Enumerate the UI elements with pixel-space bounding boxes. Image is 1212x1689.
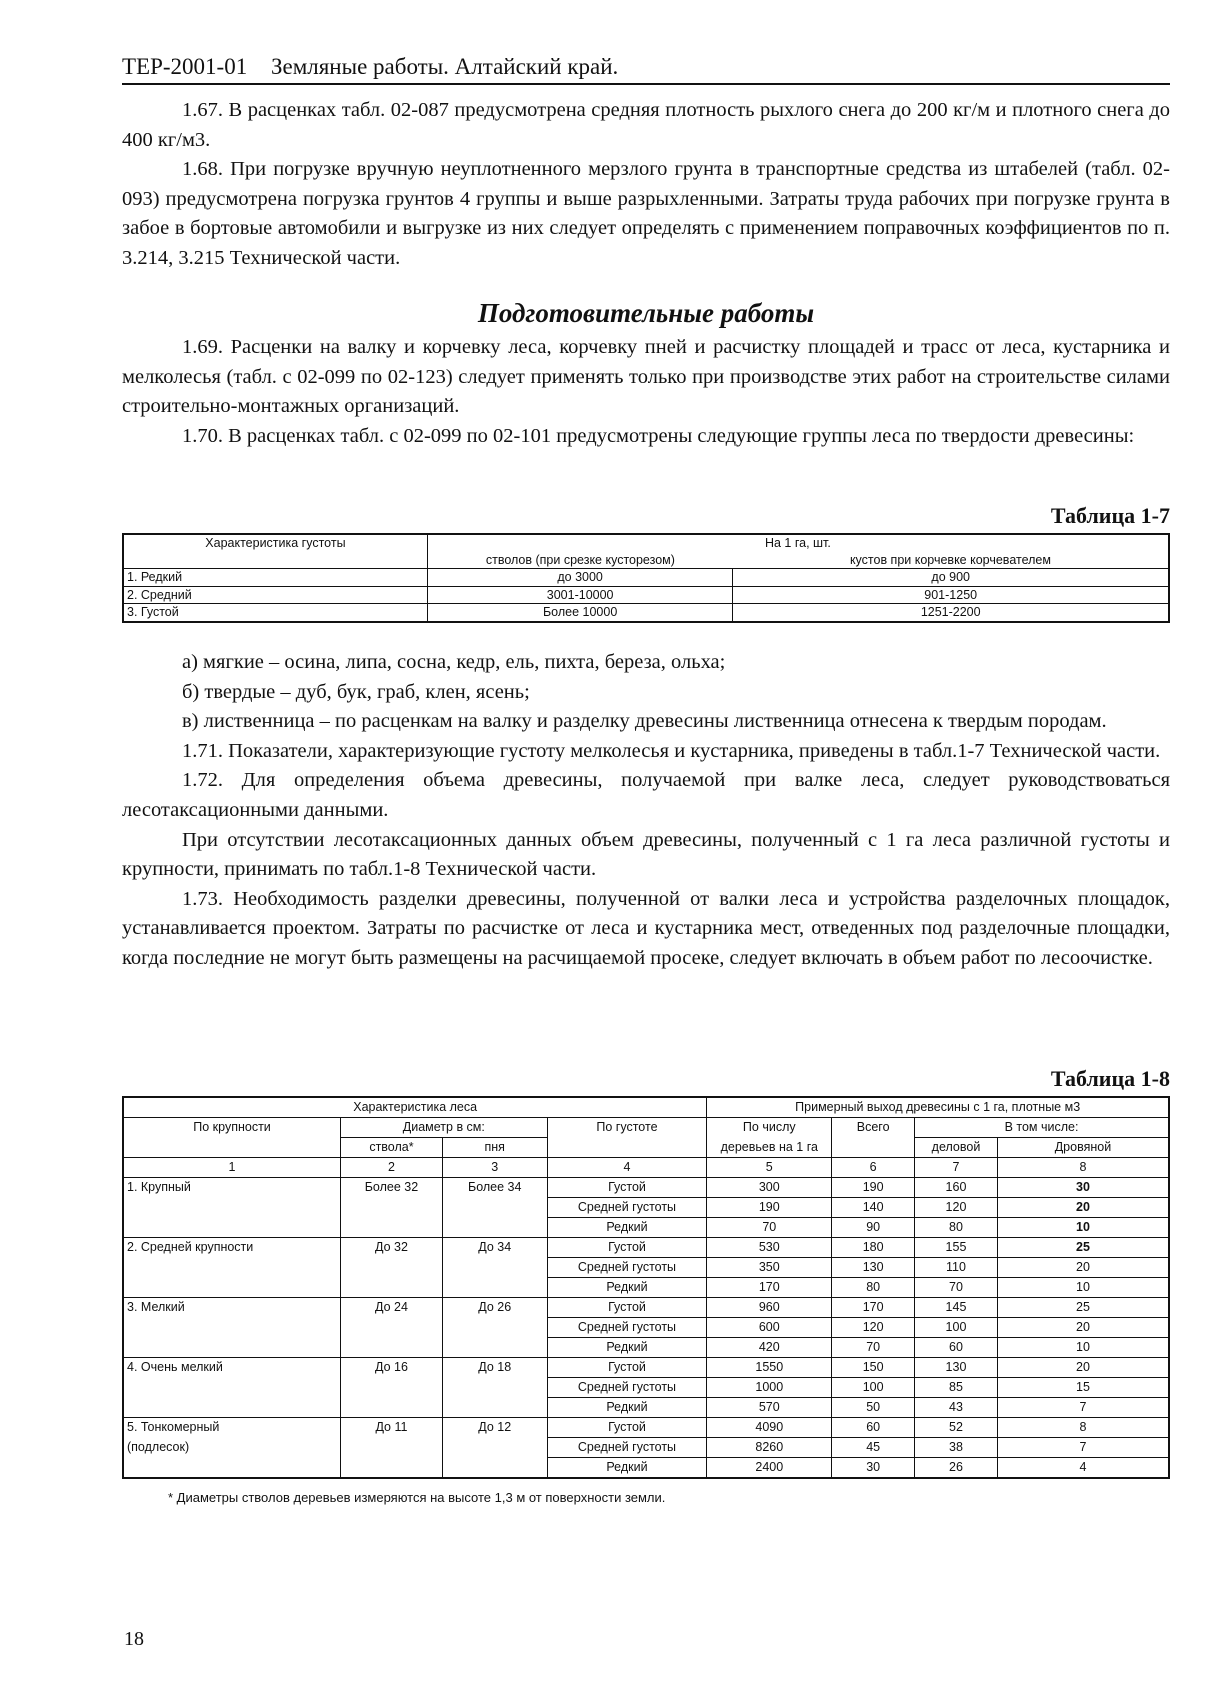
t8-cell-forest-size: 4. Очень мелкий xyxy=(123,1358,341,1378)
t8-cell-tree-count: 530 xyxy=(707,1238,832,1258)
t8-cell-trunk-diameter: Более 32 xyxy=(341,1178,443,1238)
t7-head-col2: кустов при корчевке корчевателем xyxy=(733,552,1169,569)
t8-head-trunk: ствола* xyxy=(341,1138,443,1158)
t8-cell-firewood-volume: 7 xyxy=(997,1438,1169,1458)
t8-cell-firewood-volume: 20 xyxy=(997,1318,1169,1338)
t8-cell-firewood-volume: 25 xyxy=(997,1298,1169,1318)
t7-cell: Более 10000 xyxy=(427,604,733,622)
t8-cell-total-volume: 120 xyxy=(832,1318,915,1338)
text-block-mid xyxy=(122,333,1170,451)
t8-cell-forest-size-note xyxy=(123,1318,341,1358)
t8-head-size: По крупности xyxy=(123,1118,341,1158)
t7-cell: 3. Густой xyxy=(123,604,427,622)
t8-cell-business-volume: 26 xyxy=(915,1458,998,1479)
t8-cell-density: Редкий xyxy=(547,1398,707,1418)
paragraph-1-71: 1.71. Показатели, характеризующие густоту мелколесья и кустарника, приведены в табл.1-7 Технической части. xyxy=(182,739,1161,762)
t8-cell-density: Средней густоты xyxy=(547,1378,707,1398)
t8-cell-density: Редкий xyxy=(547,1458,707,1479)
t8-cell-tree-count: 960 xyxy=(707,1298,832,1318)
t8-cell-tree-count: 420 xyxy=(707,1338,832,1358)
t8-cell-business-volume: 38 xyxy=(915,1438,998,1458)
t8-cell-total-volume: 30 xyxy=(832,1458,915,1479)
t8-cell-forest-size: 5. Тонкомерный xyxy=(123,1418,341,1438)
paragraph-1-69: 1.69. Расценки на валку и корчевку леса, корчевку пней и расчистку площадей и трасс от леса, кустарника и мелколесья (табл. с 02-099 по 02-123) следует применять только при производстве этих работ на строительстве силами строительно-монтажных организаций. xyxy=(122,336,1170,418)
list-item-a: а) мягкие – осина, липа, сосна, кедр, ель, пихта, береза, ольха; xyxy=(182,651,726,673)
t8-cell-business-volume: 85 xyxy=(915,1378,998,1398)
table-row xyxy=(123,1358,1169,1378)
table-row xyxy=(123,1198,1169,1218)
paragraph-1-72: 1.72. Для определения объема древесины, получаемой при валке леса, следует руководствоваться лесотаксационными данными. xyxy=(122,769,1170,821)
t8-cell-forest-size: 2. Средней крупности xyxy=(123,1238,341,1258)
t8-cell-stump-diameter: До 18 xyxy=(442,1358,547,1418)
t8-cell-business-volume: 60 xyxy=(915,1338,998,1358)
t8-cell-business-volume: 110 xyxy=(915,1258,998,1278)
t8-cell-total-volume: 150 xyxy=(832,1358,915,1378)
t8-head-including: В том числе: xyxy=(915,1118,1169,1138)
text-block-top xyxy=(122,96,1170,274)
t8-cell-total-volume: 70 xyxy=(832,1338,915,1358)
t8-cell-business-volume: 52 xyxy=(915,1418,998,1438)
header-code: ТЕР-2001-01 xyxy=(122,54,248,79)
footnote: * Диаметры стволов деревьев измеряются на высоте 1,3 м от поверхности земли. xyxy=(168,1490,666,1505)
t8-cell-density: Редкий xyxy=(547,1218,707,1238)
t7-cell: 2. Средний xyxy=(123,586,427,604)
t8-cell-density: Густой xyxy=(547,1358,707,1378)
table-row xyxy=(123,1438,1169,1458)
t7-cell: 1251-2200 xyxy=(733,604,1169,622)
t8-head-business: деловой xyxy=(915,1138,998,1158)
t7-cell: 1. Редкий xyxy=(123,569,427,587)
t8-cell-firewood-volume: 10 xyxy=(997,1338,1169,1358)
t8-cell-tree-count: 1550 xyxy=(707,1358,832,1378)
table-row xyxy=(123,604,1169,622)
t8-num: 8 xyxy=(997,1158,1169,1178)
t8-cell-total-volume: 140 xyxy=(832,1198,915,1218)
t8-cell-firewood-volume: 4 xyxy=(997,1458,1169,1479)
t8-head-count: По числу xyxy=(707,1118,832,1138)
t8-cell-business-volume: 155 xyxy=(915,1238,998,1258)
t8-cell-business-volume: 70 xyxy=(915,1278,998,1298)
t8-cell-forest-size: 3. Мелкий xyxy=(123,1298,341,1318)
t8-num: 4 xyxy=(547,1158,707,1178)
t8-head-firewood: Дровяной xyxy=(997,1138,1169,1158)
t8-head-stump: пня xyxy=(442,1138,547,1158)
t8-cell-tree-count: 600 xyxy=(707,1318,832,1338)
t8-cell-stump-diameter: До 26 xyxy=(442,1298,547,1358)
t8-cell-total-volume: 130 xyxy=(832,1258,915,1278)
t8-head-output: Примерный выход древесины с 1 га, плотные м3 xyxy=(707,1097,1169,1118)
t8-cell-density: Средней густоты xyxy=(547,1438,707,1458)
paragraph-no-data: При отсутствии лесотаксационных данных объем древесины, полученный с 1 га леса различной густоты и крупности, принимать по табл.1-8 Технической части. xyxy=(122,828,1170,881)
list-item-b: б) твердые – дуб, бук, граб, клен, ясень; xyxy=(182,680,530,703)
t8-cell-business-volume: 100 xyxy=(915,1318,998,1338)
paragraph-1-68: 1.68. При погрузке вручную неуплотненного мерзлого грунта в транспортные средства из штабелей (табл. 02-093) предусмотрена погрузка грунтов 4 группы и выше разрыхленными. Затраты труда рабочих при погрузке грунта в забое в бортовые автомобили и выгрузке из них следует определять с применением поправочных коэффициентов по п. 3.214, 3.215 Технической части. xyxy=(122,158,1170,269)
t8-cell-stump-diameter: До 34 xyxy=(442,1238,547,1298)
t8-cell-forest-size: 1. Крупный xyxy=(123,1178,341,1198)
section-title: Подготовительные работы xyxy=(477,298,815,328)
t8-head-total: Всего xyxy=(832,1118,915,1158)
t8-cell-firewood-volume: 10 xyxy=(997,1218,1169,1238)
header-title: Земляные работы. Алтайский край. xyxy=(270,54,619,79)
t8-cell-density: Редкий xyxy=(547,1338,707,1358)
t7-head-unit: На 1 га, шт. xyxy=(427,534,1169,552)
t8-cell-firewood-volume: 10 xyxy=(997,1278,1169,1298)
t8-cell-firewood-volume: 7 xyxy=(997,1398,1169,1418)
t8-cell-trunk-diameter: До 24 xyxy=(341,1298,443,1358)
page-number: 18 xyxy=(124,1628,144,1650)
text-block-bottom xyxy=(122,648,1170,974)
table-row xyxy=(123,1378,1169,1398)
table-row xyxy=(123,1258,1169,1278)
t8-cell-trunk-diameter: До 32 xyxy=(341,1238,443,1298)
t8-cell-total-volume: 190 xyxy=(832,1178,915,1198)
t7-cell: до 900 xyxy=(733,569,1169,587)
t8-cell-density: Густой xyxy=(547,1298,707,1318)
t8-num: 7 xyxy=(915,1158,998,1178)
t8-cell-tree-count: 1000 xyxy=(707,1378,832,1398)
table-row xyxy=(123,1298,1169,1318)
t8-cell-total-volume: 180 xyxy=(832,1238,915,1258)
t8-cell-stump-diameter: До 12 xyxy=(442,1418,547,1479)
t8-cell-density: Густой xyxy=(547,1418,707,1438)
table-1-8-caption: Таблица 1-8 xyxy=(1050,1066,1170,1091)
t8-cell-firewood-volume: 20 xyxy=(997,1358,1169,1378)
table-row xyxy=(123,1178,1169,1198)
t8-cell-forest-size-note xyxy=(123,1198,341,1238)
t7-cell: до 3000 xyxy=(427,569,733,587)
paragraph-1-67: 1.67. В расценках табл. 02-087 предусмотрена средняя плотность рыхлого снега до 200 кг/м и плотного снега до 400 кг/м3. xyxy=(122,99,1170,151)
list-item-v: в) лиственница – по расценкам на валку и разделку древесины лиственница отнесена к твердым породам. xyxy=(182,710,1107,733)
t8-cell-business-volume: 145 xyxy=(915,1298,998,1318)
table-row xyxy=(123,569,1169,587)
t7-cell: 901-1250 xyxy=(733,586,1169,604)
paragraph-1-70: 1.70. В расценках табл. с 02-099 по 02-101 предусмотрены следующие группы леса по твердости древесины: xyxy=(182,424,1135,447)
t8-column-numbers xyxy=(123,1158,1169,1178)
t8-cell-density: Средней густоты xyxy=(547,1198,707,1218)
t8-cell-density: Средней густоты xyxy=(547,1258,707,1278)
t8-cell-business-volume: 43 xyxy=(915,1398,998,1418)
t8-head-count-trees: деревьев на 1 га xyxy=(707,1138,832,1158)
table-row xyxy=(123,1418,1169,1438)
t8-cell-firewood-volume: 15 xyxy=(997,1378,1169,1398)
t8-cell-firewood-volume: 8 xyxy=(997,1418,1169,1438)
t8-cell-tree-count: 4090 xyxy=(707,1418,832,1438)
t8-cell-total-volume: 45 xyxy=(832,1438,915,1458)
t8-cell-stump-diameter: Более 34 xyxy=(442,1178,547,1238)
table-1-7-caption: Таблица 1-7 xyxy=(1050,503,1170,528)
t8-cell-tree-count: 350 xyxy=(707,1258,832,1278)
t8-cell-forest-size-note: (подлесок) xyxy=(123,1438,341,1479)
t8-cell-business-volume: 130 xyxy=(915,1358,998,1378)
t8-cell-tree-count: 300 xyxy=(707,1178,832,1198)
t8-cell-forest-size-note xyxy=(123,1378,341,1418)
t8-cell-firewood-volume: 20 xyxy=(997,1198,1169,1218)
t8-cell-business-volume: 160 xyxy=(915,1178,998,1198)
t8-cell-firewood-volume: 30 xyxy=(997,1178,1169,1198)
t7-head-col1: стволов (при срезке кусторезом) xyxy=(427,552,733,569)
t8-cell-density: Густой xyxy=(547,1238,707,1258)
t8-cell-total-volume: 100 xyxy=(832,1378,915,1398)
table-row xyxy=(123,586,1169,604)
t8-num: 1 xyxy=(123,1158,341,1178)
paragraph-1-73: 1.73. Необходимость разделки древесины, полученной от валки леса и устройства разделочных площадок, устанавливается проектом. Затраты по расчистке от леса и кустарника мест, отведенных под разделочные площадки, когда последние не могут быть размещены на расчищаемой просеке, следует включать в объем работ по лесоочистке. xyxy=(122,887,1170,969)
table-1-8 xyxy=(122,1096,1170,1479)
t8-num: 5 xyxy=(707,1158,832,1178)
t7-head-characteristic: Характеристика густоты xyxy=(123,534,427,569)
t8-cell-total-volume: 60 xyxy=(832,1418,915,1438)
table-1-7 xyxy=(122,533,1170,623)
t8-cell-total-volume: 170 xyxy=(832,1298,915,1318)
t8-cell-density: Густой xyxy=(547,1178,707,1198)
t8-num: 3 xyxy=(442,1158,547,1178)
t8-cell-business-volume: 80 xyxy=(915,1218,998,1238)
t8-cell-tree-count: 170 xyxy=(707,1278,832,1298)
t8-cell-tree-count: 8260 xyxy=(707,1438,832,1458)
t8-cell-firewood-volume: 20 xyxy=(997,1258,1169,1278)
t8-cell-density: Редкий xyxy=(547,1278,707,1298)
t8-head-density: По густоте xyxy=(547,1118,707,1158)
t8-cell-tree-count: 570 xyxy=(707,1398,832,1418)
t8-cell-tree-count: 70 xyxy=(707,1218,832,1238)
table-row xyxy=(123,1238,1169,1258)
t8-cell-total-volume: 90 xyxy=(832,1218,915,1238)
t8-cell-total-volume: 80 xyxy=(832,1278,915,1298)
t8-cell-trunk-diameter: До 11 xyxy=(341,1418,443,1479)
t8-cell-density: Средней густоты xyxy=(547,1318,707,1338)
page-header xyxy=(122,54,1170,85)
t7-cell: 3001-10000 xyxy=(427,586,733,604)
t8-head-forest: Характеристика леса xyxy=(123,1097,707,1118)
t8-cell-business-volume: 120 xyxy=(915,1198,998,1218)
t8-cell-forest-size-note xyxy=(123,1258,341,1298)
t8-head-diameter: Диаметр в см: xyxy=(341,1118,548,1138)
t8-num: 2 xyxy=(341,1158,443,1178)
t8-cell-total-volume: 50 xyxy=(832,1398,915,1418)
t8-cell-tree-count: 2400 xyxy=(707,1458,832,1479)
t8-cell-trunk-diameter: До 16 xyxy=(341,1358,443,1418)
t8-cell-tree-count: 190 xyxy=(707,1198,832,1218)
t8-cell-firewood-volume: 25 xyxy=(997,1238,1169,1258)
table-row xyxy=(123,1318,1169,1338)
t8-num: 6 xyxy=(832,1158,915,1178)
